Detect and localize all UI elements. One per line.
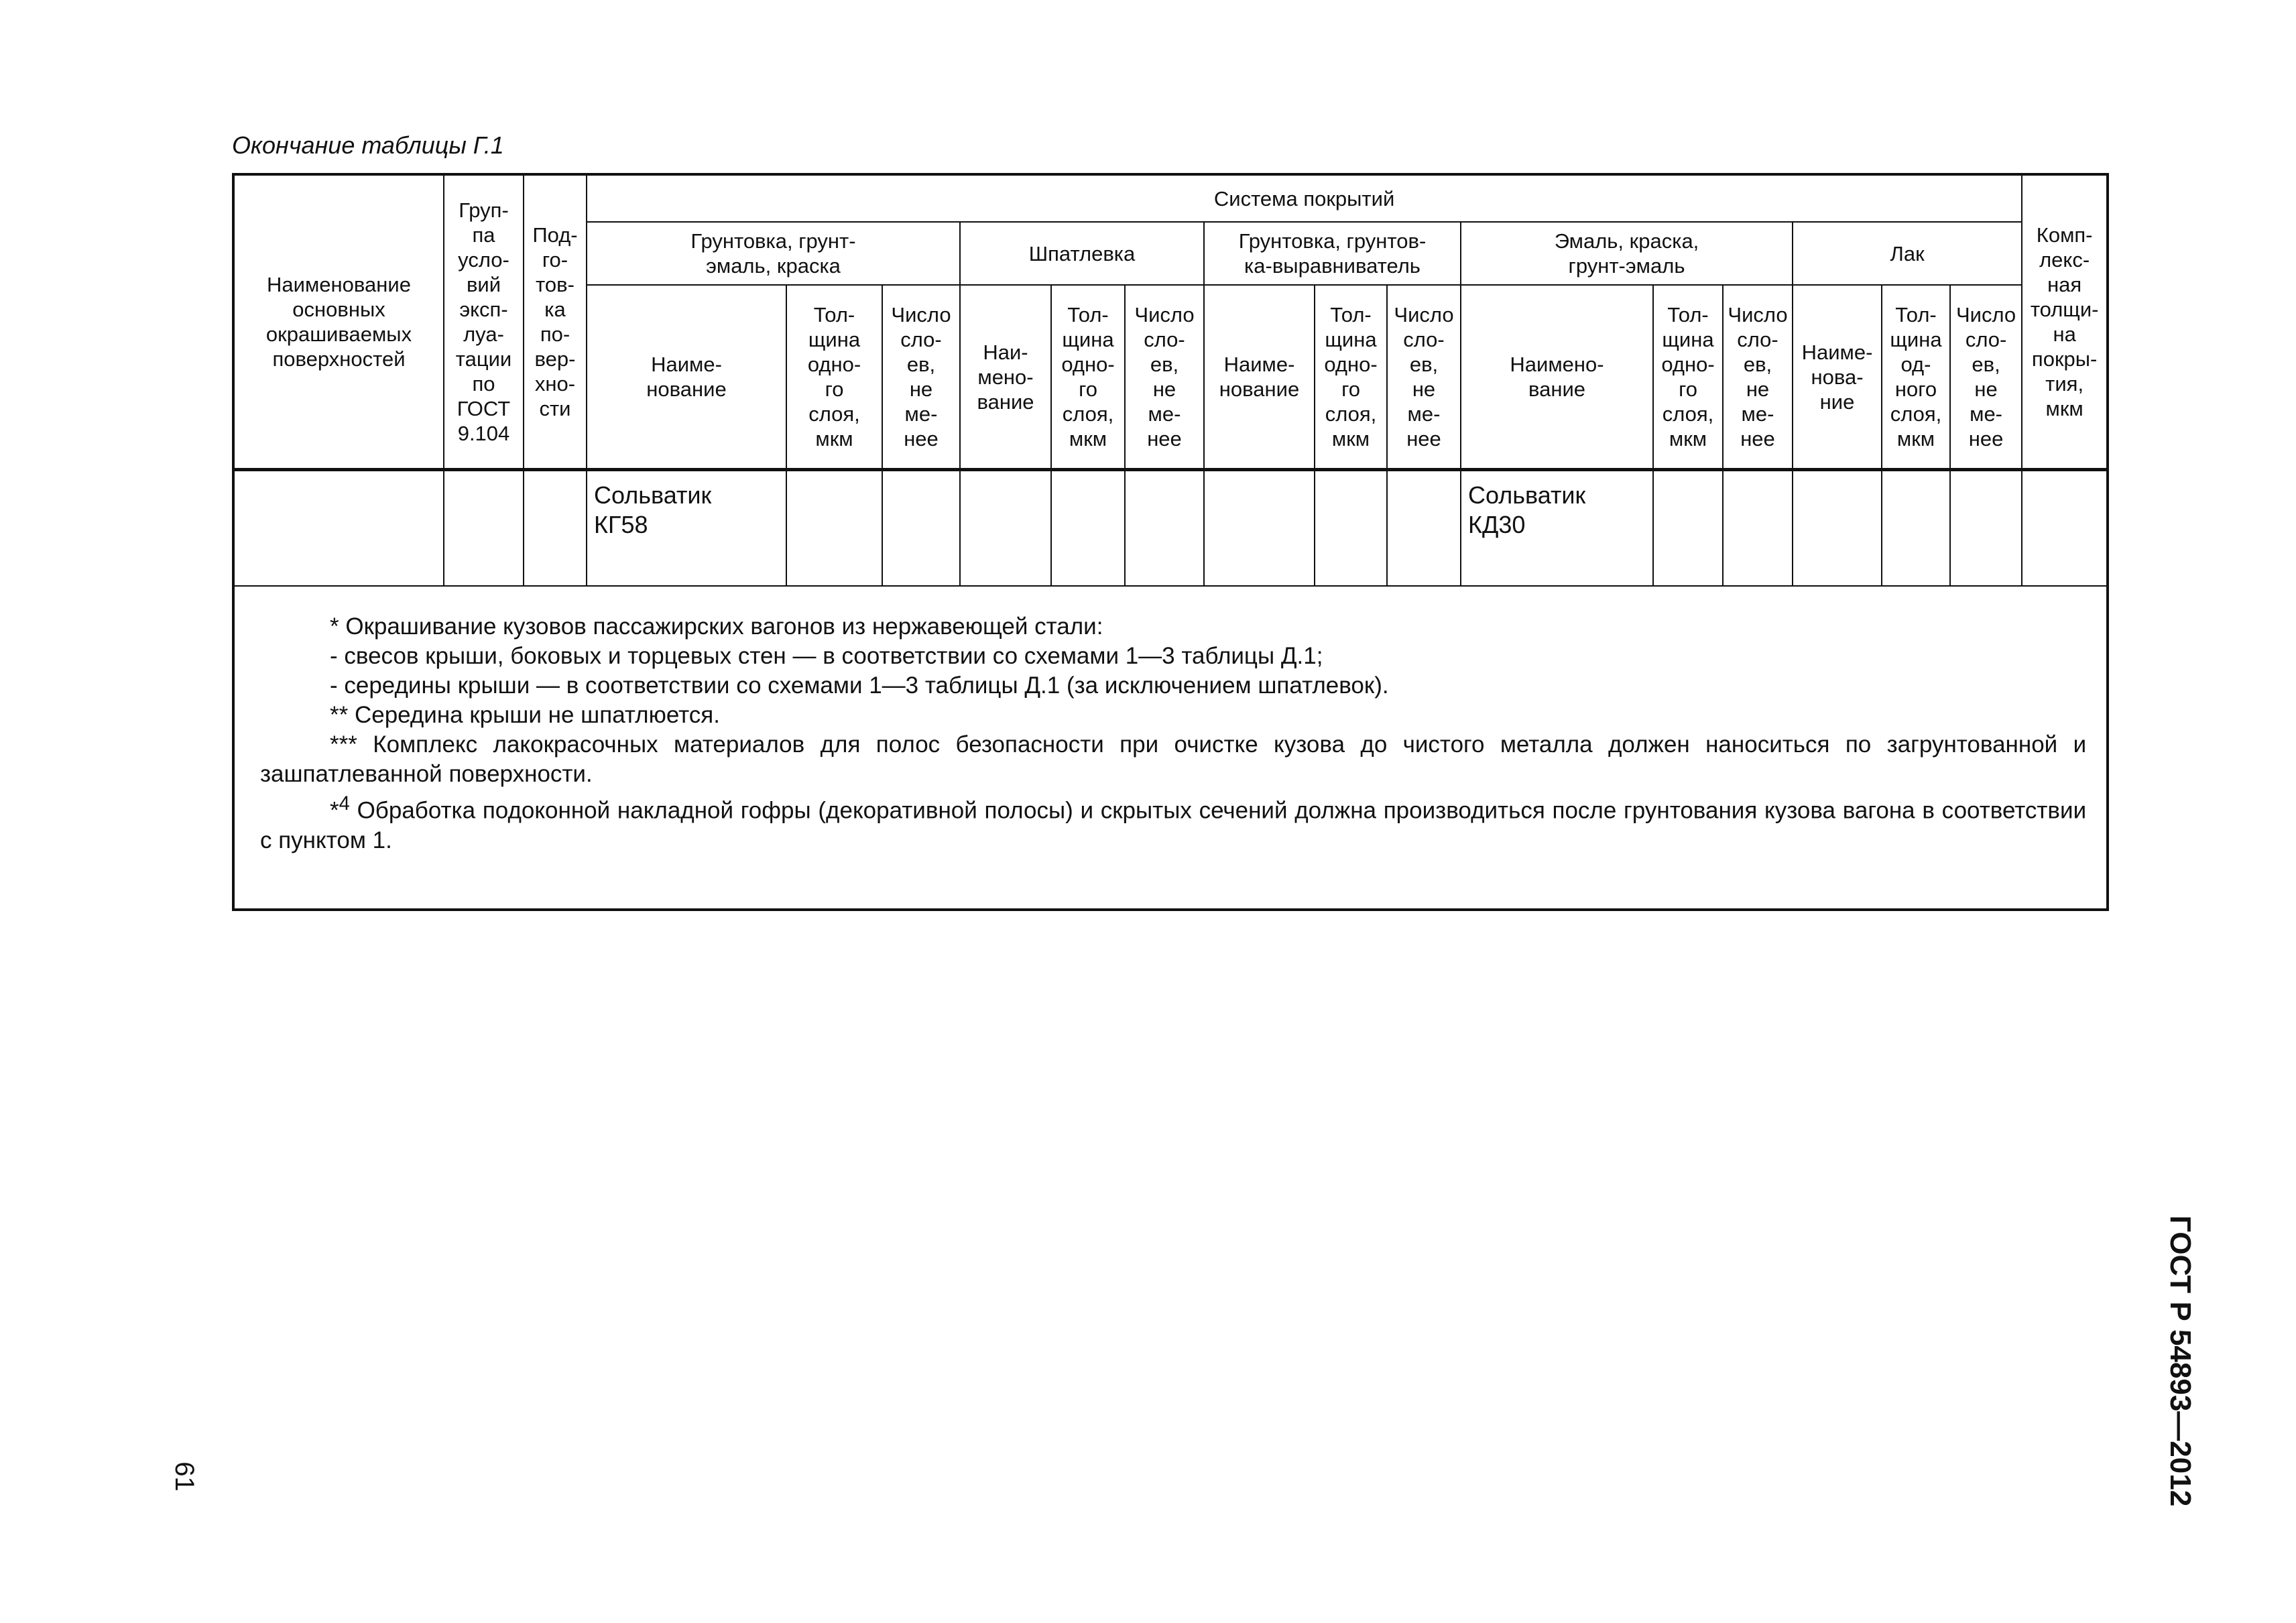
cell-surface [233, 471, 444, 586]
note-4-text: Обработка подоконной накладной гофры (декоративной полосы) и скрытых сечений должна производиться после грунтования кузова вагона в соответствии с пунктом 1. [260, 797, 2087, 853]
cell-leveler-thickness [1315, 471, 1387, 586]
cell-enamel-thickness [1653, 471, 1723, 586]
header-primer-layers: Число сло- ев, не ме- нее [882, 285, 960, 469]
table-notes [233, 586, 2108, 910]
cell-putty-layers [1125, 471, 1204, 586]
header-varnish-name: Наиме- нова- ние [1793, 285, 1882, 469]
cell-varnish-layers [1950, 471, 2022, 586]
note-4 [260, 789, 2086, 855]
header-putty-thickness: Тол- щина одно- го слоя, мкм [1051, 285, 1125, 469]
cell-putty-name [960, 471, 1051, 586]
header-varnish-thickness: Тол- щина од- ного слоя, мкм [1882, 285, 1950, 469]
table-row [233, 471, 2108, 586]
note-1b: - середины крыши — в соответствии со схемами 1—3 таблицы Д.1 (за исключением шпатлевок). [330, 672, 1389, 699]
cell-leveler-layers [1387, 471, 1461, 586]
header-enamel-layers: Число сло- ев, не ме- нее [1723, 285, 1793, 469]
cell-prep [524, 471, 587, 586]
cell-group [444, 471, 524, 586]
page-number: 61 [169, 1461, 199, 1492]
header-total-thickness: Комп- лекс- ная толщи- на покры- тия, мкм [2022, 174, 2108, 469]
standard-designation: ГОСТ Р 54893—2012 [2164, 1215, 2197, 1507]
cell-enamel-name: Сольватик КД30 [1461, 471, 1653, 586]
header-enamel-name: Наимено- вание [1461, 285, 1653, 469]
cell-varnish-name [1793, 471, 1882, 586]
header-varnish-layers: Число сло- ев, не ме- нее [1950, 285, 2022, 469]
note-1a: - свесов крыши, боковых и торцевых стен — в соответствии со схемами 1—3 таблицы Д.1; [330, 643, 1323, 669]
header-operating-group: Груп- па усло- вий эксп- луа- тации по ГОСТ 9.104 [444, 174, 524, 469]
header-putty-layers: Число сло- ев, не ме- нее [1125, 285, 1204, 469]
header-group-varnish: Лак [1793, 222, 2022, 285]
header-leveler-thickness: Тол- щина одно- го слоя, мкм [1315, 285, 1387, 469]
cell-primer-name: Сольватик КГ58 [587, 471, 786, 586]
note-1: * Окрашивание кузовов пассажирских вагонов из нержавеющей стали: [330, 613, 1103, 640]
header-surface-prep: Под- го- тов- ка по- вер- хно- сти [524, 174, 587, 469]
header-group-enamel: Эмаль, краска, грунт-эмаль [1461, 222, 1793, 285]
note-3: *** Комплекс лакокрасочных материалов для полос безопасности при очистке кузова до чистого металла должен наноситься по загрунтованной и зашпатлеванной поверхности. [260, 731, 2087, 787]
cell-enamel-layers [1723, 471, 1793, 586]
header-putty-name: Наи- мено- вание [960, 285, 1051, 469]
cell-total-thickness [2022, 471, 2108, 586]
coating-systems-table [232, 173, 2109, 911]
cell-primer-layers [882, 471, 960, 586]
header-surface-name: Наименование основных окрашиваемых поверхностей [233, 174, 444, 469]
cell-primer-thickness [786, 471, 882, 586]
header-leveler-name: Наиме- нование [1204, 285, 1315, 469]
cell-leveler-name [1204, 471, 1315, 586]
header-enamel-thickness: Тол- щина одно- го слоя, мкм [1653, 285, 1723, 469]
header-group-leveler: Грунтовка, грунтов- ка-выравниватель [1204, 222, 1461, 285]
header-group-putty: Шпатлевка [960, 222, 1204, 285]
table-caption: Окончание таблицы Г.1 [232, 131, 504, 159]
header-group-primer: Грунтовка, грунт- эмаль, краска [587, 222, 960, 285]
note-2: ** Середина крыши не шпатлюется. [330, 702, 720, 728]
header-leveler-layers: Число сло- ев, не ме- нее [1387, 285, 1461, 469]
cell-putty-thickness [1051, 471, 1125, 586]
header-primer-thickness: Тол- щина одно- го слоя, мкм [786, 285, 882, 469]
header-primer-name: Наиме- нование [587, 285, 786, 469]
cell-varnish-thickness [1882, 471, 1950, 586]
header-coating-system: Система покрытий [587, 174, 2022, 222]
note-4-mark: * [330, 797, 339, 824]
note-4-superscript: 4 [339, 793, 350, 815]
